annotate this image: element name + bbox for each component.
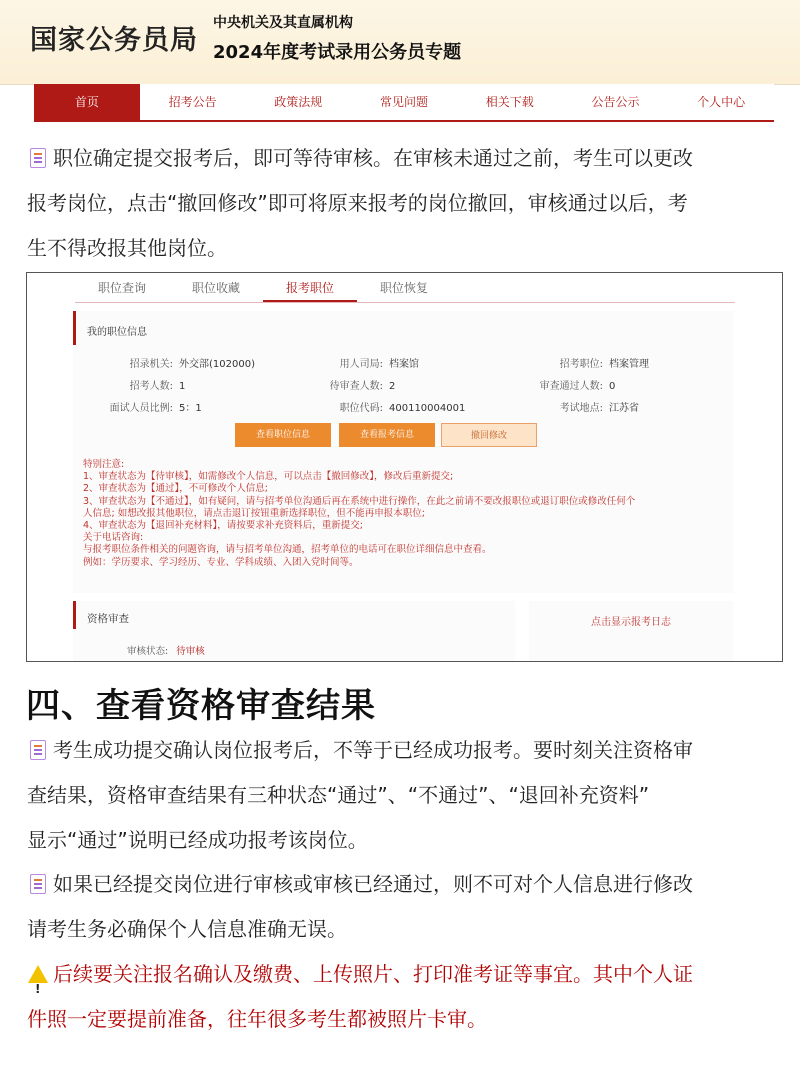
section-title: 四、查看资格审查结果 — [26, 686, 376, 726]
document-icon — [27, 148, 49, 168]
info-pending-count: 待审查人数: 2 — [329, 381, 396, 392]
site-header — [0, 0, 800, 84]
intro-line-3: 生不得改报其他岗位。 — [27, 236, 227, 260]
position-tabs — [75, 273, 735, 303]
main-nav — [34, 84, 774, 122]
nav-item-downloads[interactable]: 相关下载 — [485, 95, 534, 109]
nav-item-personal-center[interactable]: 个人中心 — [697, 95, 746, 109]
review-status-value: 待审核 — [176, 646, 205, 657]
notice-line: 2、审查状态为【通过】，不可修改个人信息; — [83, 483, 268, 495]
nav-item-faq[interactable]: 常见问题 — [380, 95, 429, 109]
review-result-paragraph — [27, 728, 777, 863]
intro-line-2: 报考岗位，点击“撤回修改”即可将原来报考的岗位撤回，审核通过以后，考 — [27, 191, 688, 215]
info-recruit-count: 招考人数: 1 — [129, 381, 186, 392]
review-status: 审核状态: 待审核 — [127, 646, 205, 657]
withdraw-modify-button[interactable]: 撤回修改 — [441, 423, 537, 447]
notice-line: 与报考职位条件相关的问题咨询，请与招考单位沟通，招考单位的电话可在职位详细信息中查看。 — [83, 544, 492, 556]
panel-accent-bar — [73, 601, 76, 629]
info-hiring-department: 用人司局: 档案馆 — [339, 359, 419, 370]
tab-position-query[interactable]: 职位查询 — [97, 281, 146, 295]
header-subtitle-1: 中央机关及其直属机构 — [213, 15, 353, 31]
special-notice — [83, 459, 743, 569]
notice-line: 关于电话咨询: — [83, 532, 144, 544]
document-icon — [27, 740, 49, 760]
para2-line-2: 查结果，资格审查结果有三种状态“通过”、“不通过”、“退回补充资料” — [27, 783, 650, 807]
para3-line-2: 请考生务必确保个人信息准确无误。 — [27, 917, 347, 941]
info-approved-count: 审查通过人数: 0 — [539, 381, 616, 392]
para2-line-3: 显示“通过”说明已经成功报考该岗位。 — [27, 828, 368, 852]
info-position: 招考职位: 档案管理 — [559, 359, 649, 370]
panel-accent-bar — [73, 311, 76, 345]
nav-item-home[interactable]: 首页 — [34, 84, 140, 120]
info-position-code: 职位代码: 400110004001 — [339, 403, 466, 414]
tab-position-restore[interactable]: 职位恢复 — [379, 281, 428, 295]
info-interview-ratio: 面试人员比例: 5：1 — [109, 403, 202, 414]
tab-position-favorites[interactable]: 职位收藏 — [191, 281, 240, 295]
warning-icon — [27, 964, 49, 984]
review-title: 资格审查 — [87, 613, 129, 625]
info-exam-location: 考试地点: 江苏省 — [559, 403, 639, 414]
nav-item-policies[interactable]: 政策法规 — [274, 95, 323, 109]
intro-line-1: 职位确定提交报考后，即可等待审核。在审核未通过之前，考生可以更改 — [53, 146, 693, 170]
embedded-screenshot — [26, 272, 783, 662]
show-application-log-link[interactable]: 点击显示报考日志 — [591, 617, 671, 628]
notice-line: 例如：学历要求、学习经历、专业、学科成绩、入团入党时间等。 — [83, 556, 359, 568]
document-icon — [27, 874, 49, 894]
notice-line: 3、审查状态为【不通过】，如有疑问，请与招考单位沟通后再在系统中进行操作，在此之前请不要改报职位或退订职位或修改任何个 — [83, 495, 636, 507]
nav-item-notices[interactable]: 公告公示 — [591, 95, 640, 109]
notice-line: 特别注意: — [83, 459, 125, 470]
notice-line: 1、审查状态为【待审核】，如需修改个人信息，可以点击【撤回修改】，修改后重新提交; — [83, 471, 454, 483]
info-recruiting-agency: 招录机关: 外交部(102000) — [129, 359, 255, 370]
panel-title: 我的职位信息 — [87, 327, 147, 338]
para2-line-1: 考生成功提交确认岗位报考后，不等于已经成功报考。要时刻关注资格审 — [53, 738, 693, 762]
warning-line-1: 后续要关注报名确认及缴费、上传照片、打印准考证等事宜。其中个人证 — [53, 962, 693, 986]
qualification-review-panel — [73, 601, 515, 662]
site-logo[interactable]: 国家公务员局 — [30, 25, 198, 56]
personal-info-paragraph — [27, 862, 777, 952]
nav-item-announcements[interactable]: 招考公告 — [168, 95, 217, 109]
application-log-panel — [529, 601, 733, 662]
warning-paragraph — [27, 952, 777, 1042]
intro-paragraph — [27, 136, 777, 271]
notice-line: 4、审查状态为【退回补充材料】，请按要求补充资料后，重新提交; — [83, 520, 363, 532]
view-application-info-button[interactable]: 查看报考信息 — [339, 423, 435, 447]
header-subtitle-2: 2024年度考试录用公务员专题 — [213, 42, 462, 63]
tab-applied-position[interactable]: 报考职位 — [263, 273, 357, 302]
para3-line-1: 如果已经提交岗位进行审核或审核已经通过，则不可对个人信息进行修改 — [53, 872, 693, 896]
view-position-info-button[interactable]: 查看职位信息 — [235, 423, 331, 447]
warning-line-2: 件照一定要提前准备，往年很多考生都被照片卡审。 — [27, 1007, 487, 1031]
notice-line: 人信息; 如想改报其他职位，请点击退订按钮重新选择职位，但不能再申报本职位; — [83, 507, 425, 519]
